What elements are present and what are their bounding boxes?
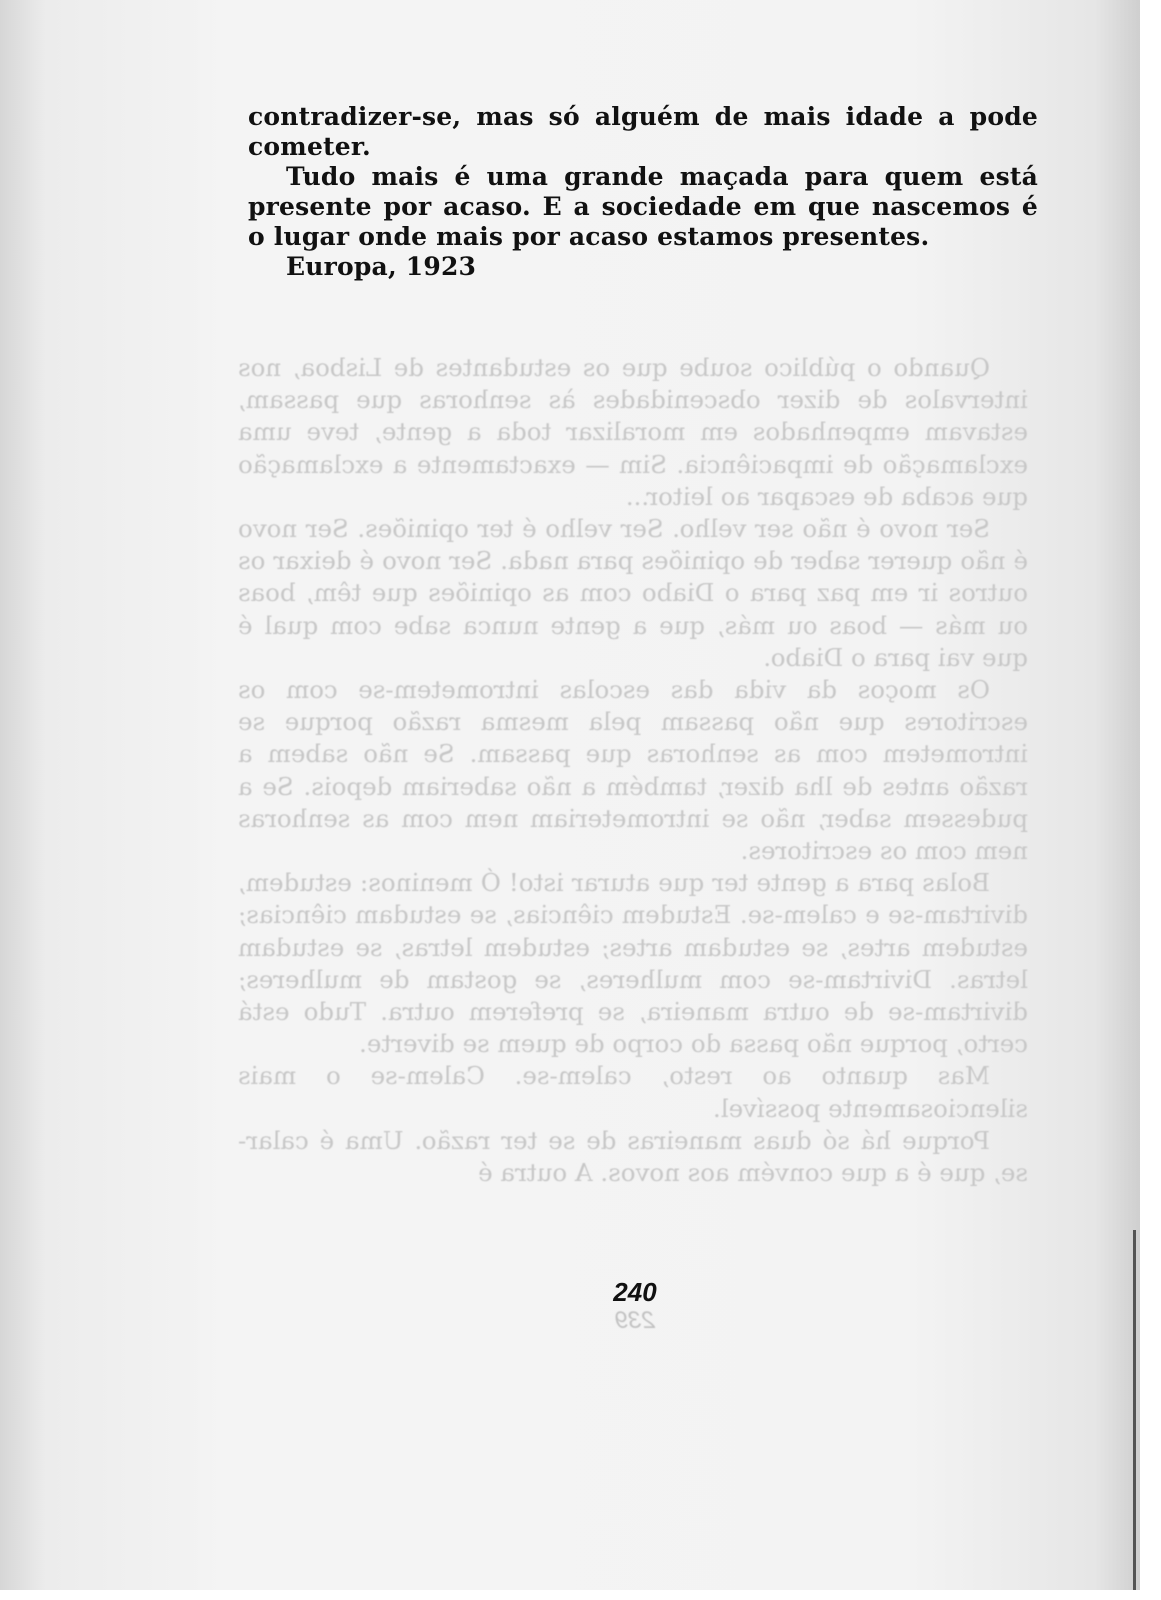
page-number-show-through: 239	[614, 1307, 656, 1334]
show-through-paragraph: Porque há só duas maneiras de se ter razão. Uma é calar-se, que é a que convém aos novos. A outra é	[238, 1125, 1028, 1188]
page-number: 240	[613, 1277, 657, 1307]
scan-margin-right	[1140, 0, 1161, 1600]
scan-margin-bottom	[0, 1590, 1161, 1600]
text-paragraph: Tudo mais é uma grande maçada para quem está presente por acaso. E a sociedade em que nascemos é o lugar onde mais por acaso estamos presentes.	[248, 162, 1038, 251]
show-through-text	[238, 352, 1028, 1189]
show-through-paragraph: Quando o público soube que os estudantes de Lisboa, nos intervalos de dizer obscenidades às senhoras que passam, estavam empenhados em moralizar toda a gente, teve uma exclamação de impaciência. Sim — exactamente a exclamação que acaba de escapar ao leitor...	[238, 353, 1028, 511]
main-text-block	[248, 102, 1038, 282]
signoff-place-date: Europa, 1923	[286, 252, 477, 281]
show-through-paragraph: Bolas para a gente ter que aturar isto! Ó meninos: estudem, divirtam-se e calem-se. Estudem ciências, se estudam ciências; estudem artes, se estudam artes; estudem letras, se estudam letras. Divirtam-se com mulheres, se gostam de mulheres; divirtam-se de outra maneira, se preferem outra. Tudo está certo, porque não passa do corpo de quem se diverte.	[238, 868, 1028, 1059]
show-through-paragraph: Ser novo é não ser velho. Ser velho é ter opiniões. Ser novo é não querer saber de opiniões para nada. Ser novo é deixar os outros ir em paz para o Diabo com as opiniões que têm, boas ou más — boas ou más, que a gente nunca sabe com qual é que vai para o Diabo.	[238, 514, 1028, 672]
show-through-paragraph: Mas quanto ao resto, calem-se. Calem-se o mais silenciosamente possível.	[238, 1061, 1028, 1123]
show-through-paragraph: Os moços da vida das escolas intrometem-se com os escritores que não passam pela mesma razão porque se intrometem com as senhoras que passam. Se não sabem a razão antes de lha dizer, também a não saberiam depois. Se a pudessem saber, não se intrometeriam nem com as senhoras nem com os escritores.	[238, 675, 1028, 866]
page-crease	[1133, 1230, 1136, 1590]
text-paragraph-continuation: contradizer-se, mas só alguém de mais idade a pode cometer.	[248, 102, 1038, 161]
